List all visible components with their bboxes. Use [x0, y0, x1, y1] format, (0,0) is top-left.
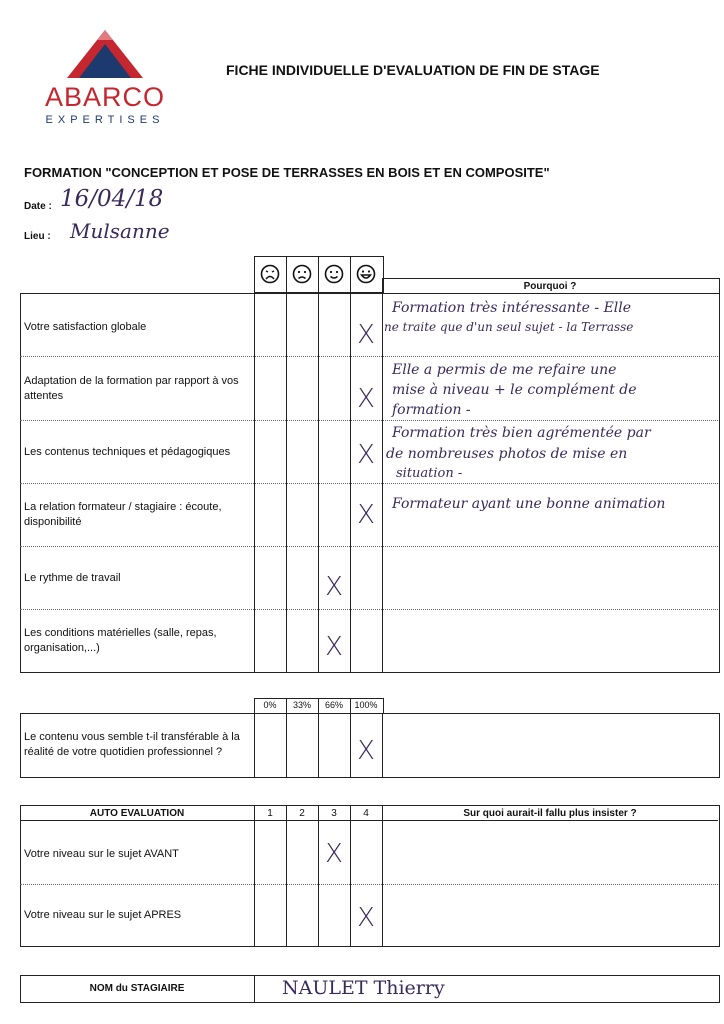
transfer-table [20, 698, 720, 788]
row-label-adaptation: Adaptation de la formation par rapport à vos attentes [24, 375, 239, 402]
stagiaire-name: NAULET Thierry [282, 977, 445, 999]
auto-eval-col-4: 4 [363, 808, 369, 819]
mark-contenus: X [357, 440, 375, 470]
comment-relation-line1: Formateur ayant une bonne animation [392, 496, 666, 512]
row-label-rythme: Le rythme de travail [24, 572, 121, 584]
happy-face-icon [324, 264, 344, 284]
logo-brand: ABARCO [44, 82, 166, 112]
satisfaction-table [20, 256, 720, 674]
comment-adaptation-line1: Elle a permis de me refaire une [392, 362, 617, 378]
row-label-conditions: Les conditions matérielles (salle, repas, organisation,...) [24, 627, 217, 654]
auto-eval-col-2: 2 [299, 808, 305, 819]
logo-subtitle: EXPERTISES [45, 114, 165, 126]
document-title: FICHE INDIVIDUELLE D'EVALUATION DE FIN DE STAGE [226, 62, 600, 78]
transfer-header-33: 33% [292, 700, 311, 710]
row-label-relation: La relation formateur / stagiaire : écoute, disponibilité [24, 501, 222, 528]
auto-eval-col-3: 3 [331, 808, 337, 819]
auto-eval-avant-label: Votre niveau sur le sujet AVANT [24, 848, 179, 860]
transfer-header-0: 0% [263, 700, 277, 710]
row-label-satisfaction: Votre satisfaction globale [24, 321, 147, 333]
lieu-value: Mulsanne [70, 219, 170, 243]
row-label-contenus: Les contenus techniques et pédagogiques [24, 446, 231, 458]
very-sad-face-icon [260, 264, 280, 284]
comment-contenus-line1: Formation très bien agrémentée par [392, 425, 651, 441]
very-happy-face-icon [356, 264, 376, 284]
auto-eval-table [20, 805, 720, 950]
mark-adaptation: X [357, 384, 375, 414]
auto-eval-header: AUTO EVALUATION [89, 808, 185, 819]
transfer-header-66: 66% [324, 700, 343, 710]
mark-rythme: X [325, 572, 343, 602]
auto-eval-apres-label: Votre niveau sur le sujet APRES [24, 909, 182, 921]
logo [38, 28, 178, 128]
comment-satisfaction-line2: ne traite que d'un seul sujet - la Terrasse [384, 320, 634, 334]
pourquoi-header: Pourquoi ? [523, 281, 577, 292]
mark-conditions: X [325, 632, 343, 662]
transfer-mark: X [357, 736, 375, 766]
comment-adaptation-line3: formation - [392, 402, 471, 418]
auto-eval-apres-mark: X [357, 903, 375, 933]
comment-contenus-line2: de nombreuses photos de mise en [386, 446, 628, 462]
stagiaire-label: NOM du STAGIAIRE [89, 983, 185, 994]
comment-contenus-line3: situation - [396, 466, 463, 481]
lieu-label: Lieu : [24, 231, 51, 242]
mark-relation: X [357, 500, 375, 530]
mark-satisfaction: X [357, 320, 375, 350]
insist-header: Sur quoi aurait-il fallu plus insister ? [463, 808, 637, 819]
auto-eval-avant-mark: X [325, 839, 343, 869]
formation-title: FORMATION "CONCEPTION ET POSE DE TERRASSES EN BOIS ET EN COMPOSITE" [24, 165, 550, 180]
auto-eval-col-1: 1 [267, 808, 273, 819]
comment-satisfaction-line1: Formation très intéressante - Elle [392, 300, 632, 316]
date-label: Date : [24, 201, 52, 212]
sad-face-icon [292, 264, 312, 284]
date-value: 16/04/18 [60, 186, 164, 212]
logo-mark-icon [65, 28, 145, 80]
transfer-label: Le contenu vous semble t-il transférable à la réalité de votre quotidien professionnel ? [24, 731, 240, 758]
transfer-header-100: 100% [354, 700, 378, 710]
comment-adaptation-line2: mise à niveau + le complément de [392, 382, 637, 398]
